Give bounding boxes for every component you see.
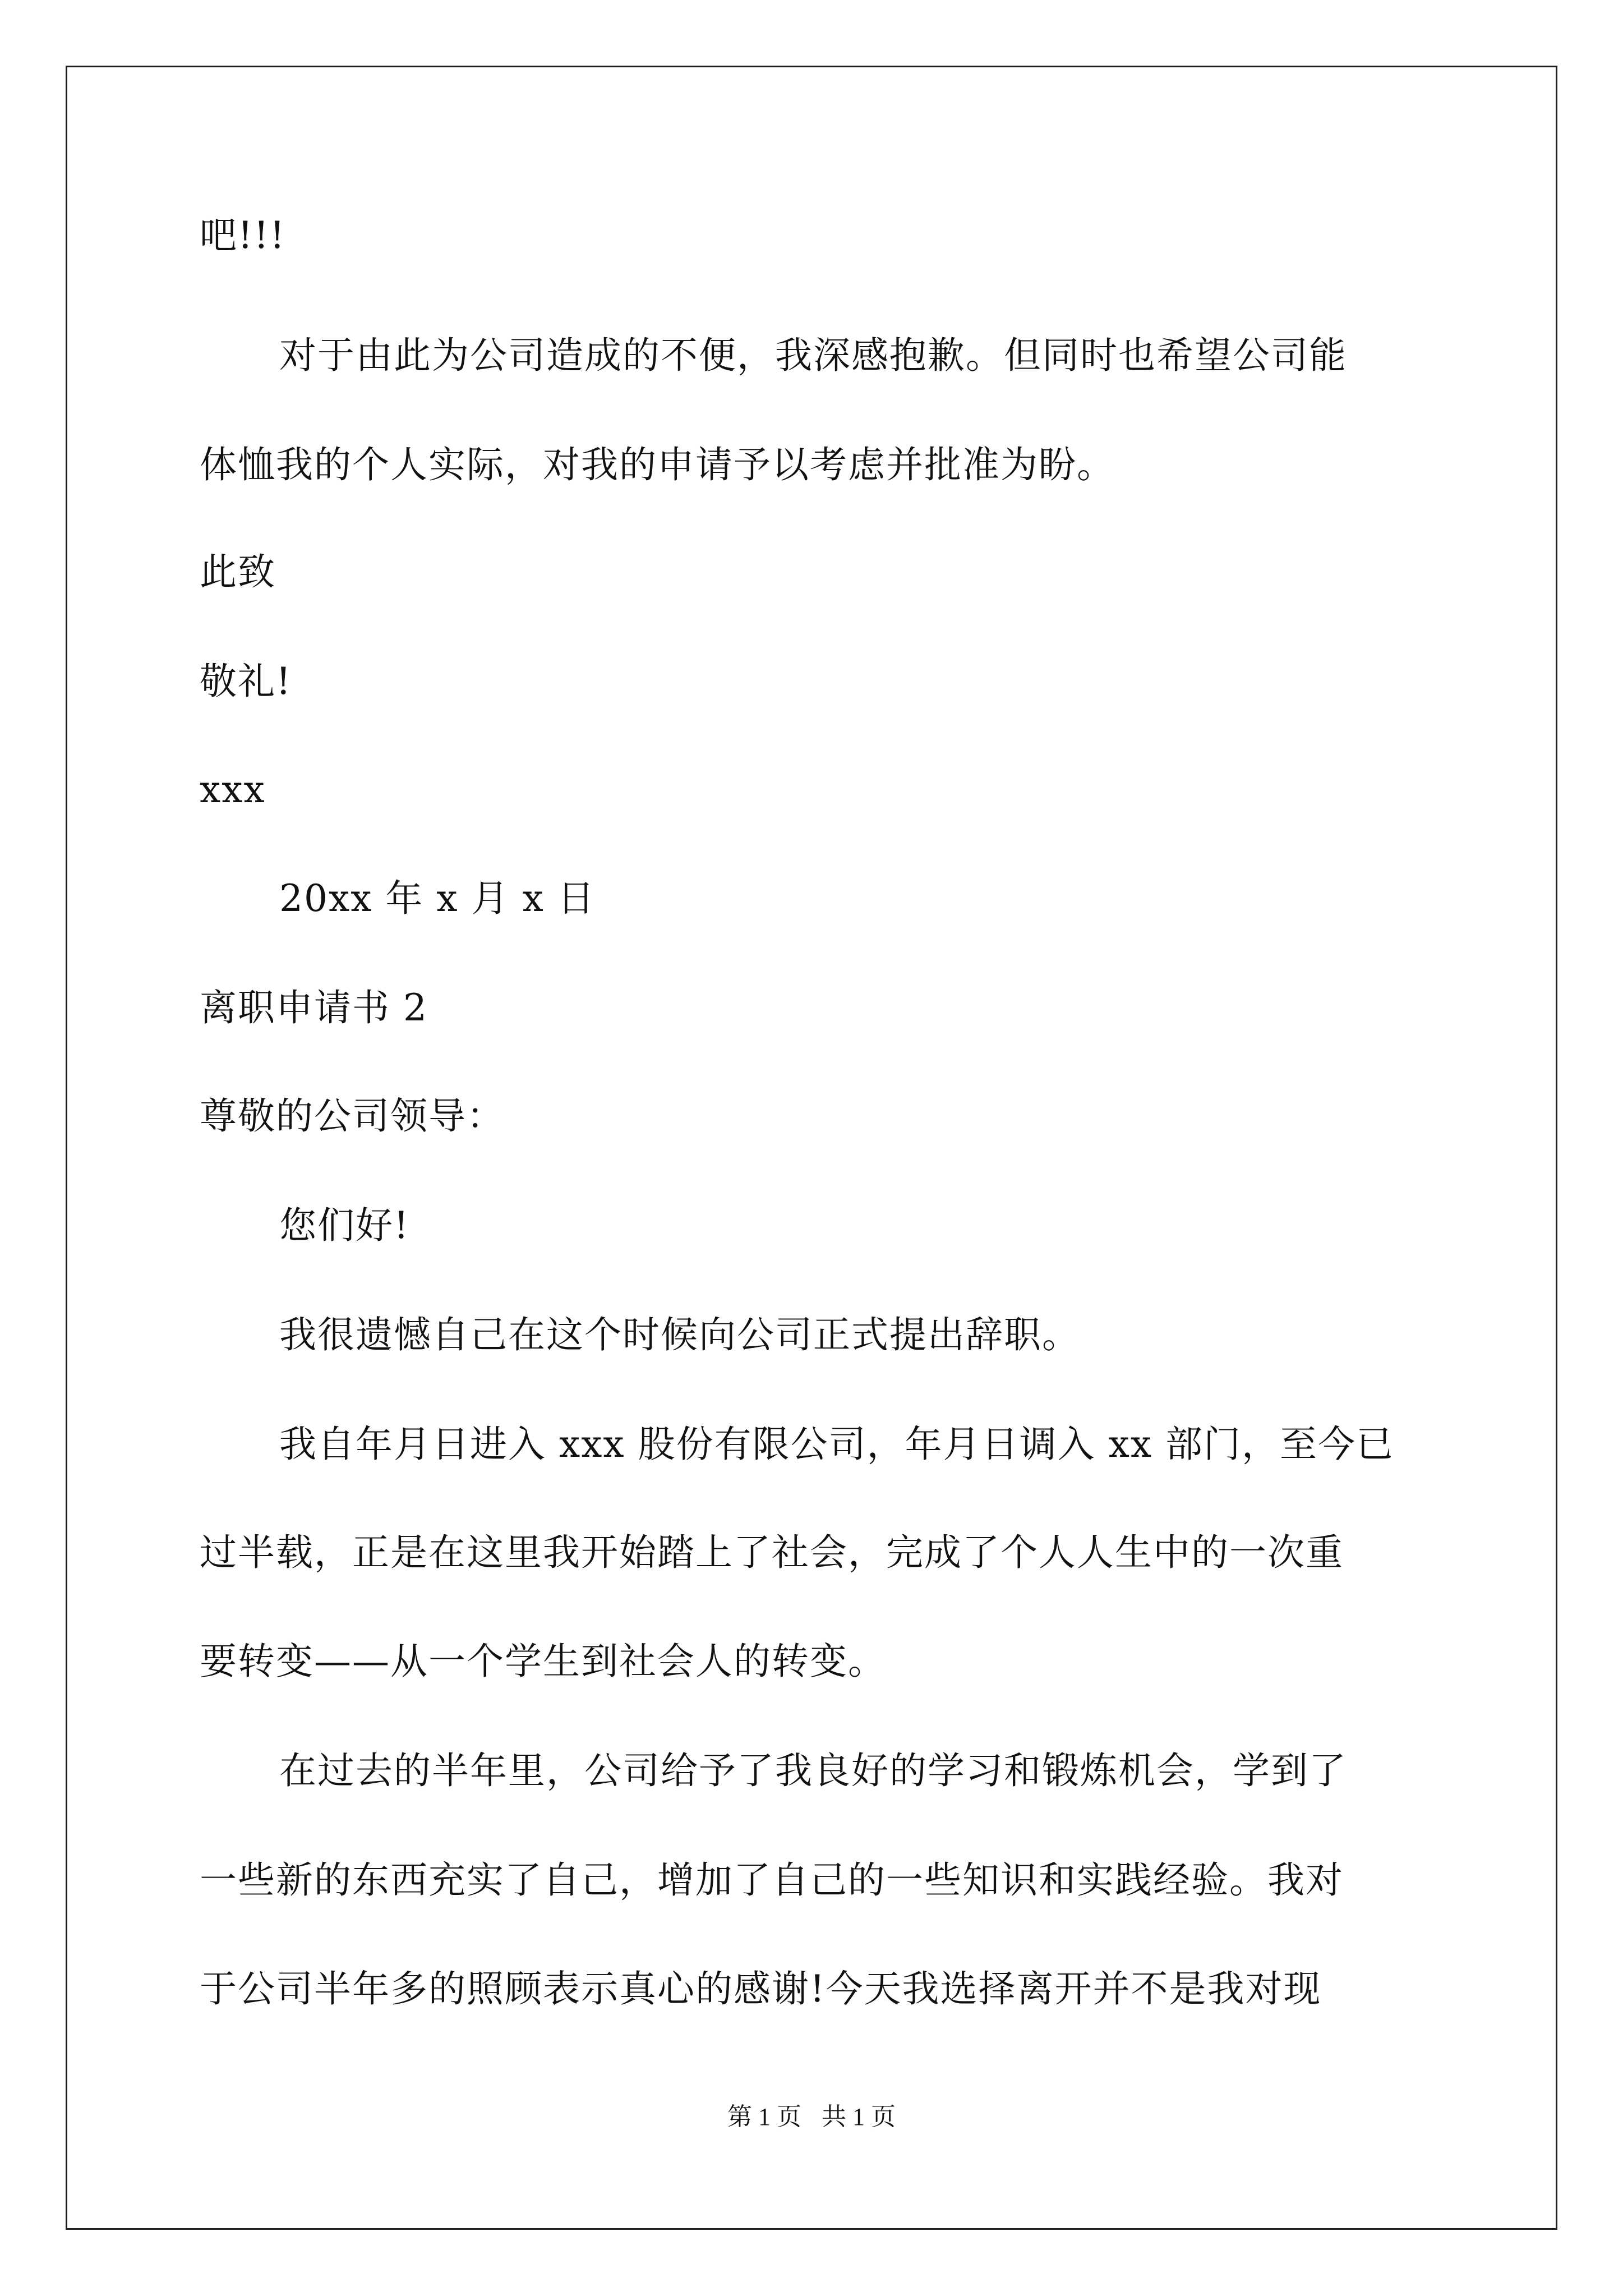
section-title: 离职申请书 2 xyxy=(200,986,428,1029)
signature: xxx xyxy=(200,768,266,811)
page-number: 第 1 页 xyxy=(727,2103,801,2131)
text-line: 吧!!! xyxy=(200,214,286,257)
text-line: 我自年月日进入 xxx 股份有限公司，年月日调入 xx 部门，至今已 xyxy=(279,1423,1395,1466)
closing-salutation: 此致 xyxy=(200,550,276,593)
closing-regards: 敬礼! xyxy=(200,660,292,703)
page-footer xyxy=(0,2102,1623,2132)
text-line: 要转变——从一个学生到社会人的转变。 xyxy=(200,1640,886,1683)
text-line: 过半载，正是在这里我开始踏上了社会，完成了个人人生中的一次重 xyxy=(200,1531,1344,1574)
text-line: 于公司半年多的照顾表示真心的感谢!今天我选择离开并不是我对现 xyxy=(200,1967,1322,2010)
text-line: 在过去的半年里，公司给予了我良好的学习和锻炼机会，学到了 xyxy=(279,1749,1347,1792)
page-border xyxy=(66,66,1557,2230)
text-line: 我很遗憾自己在这个时候向公司正式提出辞职。 xyxy=(279,1313,1080,1356)
text-line: 您们好! xyxy=(279,1204,410,1247)
text-line: 体恤我的个人实际，对我的申请予以考虑并批准为盼。 xyxy=(200,443,1115,486)
greeting: 尊敬的公司领导： xyxy=(200,1094,505,1138)
date-line: 20xx 年 x 月 x 日 xyxy=(279,877,596,920)
page-total: 共 1 页 xyxy=(822,2103,896,2131)
text-line: 一些新的东西充实了自己，增加了自己的一些知识和实践经验。我对 xyxy=(200,1858,1344,1902)
text-line: 对于由此为公司造成的不便，我深感抱歉。但同时也希望公司能 xyxy=(279,334,1347,377)
